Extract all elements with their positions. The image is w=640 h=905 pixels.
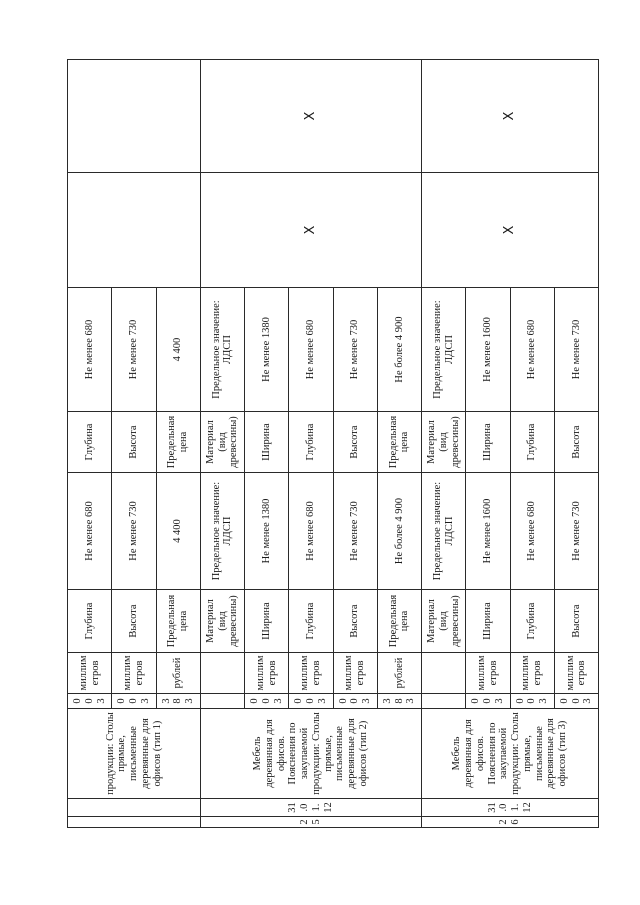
characteristic-cell: Высота <box>112 590 156 653</box>
value-cell: Не менее 680 <box>510 473 554 590</box>
unit-code-cell: 003 <box>68 694 112 709</box>
mark-cell <box>68 173 201 288</box>
value-cell: Не менее 1600 <box>466 473 510 590</box>
unit-code-cell: 003 <box>466 694 510 709</box>
characteristic-cell: Предельная цена <box>377 412 421 473</box>
value-cell: Не менее 730 <box>112 473 156 590</box>
characteristic-cell: Ширина <box>466 590 510 653</box>
unit-code-cell: 003 <box>245 694 289 709</box>
requirements-table <box>67 59 599 828</box>
value-cell: Не менее 680 <box>68 473 112 590</box>
unit-code-cell: 003 <box>510 694 554 709</box>
characteristic-cell: Ширина <box>466 412 510 473</box>
value-cell: Предельное значение: ЛДСП <box>422 473 466 590</box>
row-number-cell: 25 <box>200 817 421 828</box>
unit-name-cell: миллиметров <box>245 653 289 694</box>
characteristic-cell: Высота <box>333 590 377 653</box>
unit-name-cell: миллиметров <box>466 653 510 694</box>
unit-name-cell: миллиметров <box>510 653 554 694</box>
unit-code-cell: 003 <box>333 694 377 709</box>
value-cell: Не менее 680 <box>68 288 112 412</box>
unit-code-cell: 383 <box>377 694 421 709</box>
characteristic-cell: Глубина <box>510 590 554 653</box>
characteristic-cell: Предельная цена <box>156 412 200 473</box>
value-cell: Не менее 730 <box>333 288 377 412</box>
value-cell: Не более 4 900 <box>377 473 421 590</box>
value-cell: Не менее 680 <box>510 288 554 412</box>
value-cell: Не менее 680 <box>289 473 333 590</box>
unit-code-cell: 003 <box>112 694 156 709</box>
unit-name-cell <box>422 653 466 694</box>
value-cell: Не более 4 900 <box>377 288 421 412</box>
unit-name-cell: миллиметров <box>112 653 156 694</box>
characteristic-cell: Глубина <box>289 412 333 473</box>
characteristic-cell: Глубина <box>289 590 333 653</box>
characteristic-cell: Глубина <box>68 590 112 653</box>
value-cell: Не менее 680 <box>289 288 333 412</box>
value-cell: Не менее 730 <box>554 473 598 590</box>
unit-code-cell <box>422 694 466 709</box>
product-name-cell: продукции: Столы прямые, письменные деревянные для офисов (тип 1) <box>68 709 201 799</box>
unit-code-cell: 003 <box>289 694 333 709</box>
unit-name-cell: миллиметров <box>68 653 112 694</box>
characteristic-cell: Глубина <box>510 412 554 473</box>
characteristic-cell: Ширина <box>245 412 289 473</box>
characteristic-cell: Предельная цена <box>377 590 421 653</box>
table-body <box>68 60 599 828</box>
value-cell: Предельное значение: ЛДСП <box>200 473 244 590</box>
table-row <box>422 60 466 828</box>
value-cell: Предельное значение: ЛДСП <box>422 288 466 412</box>
characteristic-cell: Ширина <box>245 590 289 653</box>
value-cell: Предельное значение: ЛДСП <box>200 288 244 412</box>
mark-cell: X <box>422 60 599 173</box>
row-number-cell: 26 <box>422 817 599 828</box>
row-number-cell <box>68 817 201 828</box>
mark-cell <box>68 60 201 173</box>
mark-cell: X <box>200 173 421 288</box>
okpd-code-cell: 31.01.12 <box>200 799 421 817</box>
characteristic-cell: Глубина <box>68 412 112 473</box>
characteristic-cell: Высота <box>333 412 377 473</box>
characteristic-cell: Материал (вид древесины) <box>200 590 244 653</box>
characteristic-cell: Материал (вид древесины) <box>200 412 244 473</box>
okpd-code-cell: 31.01.12 <box>422 799 599 817</box>
okpd-code-cell <box>68 799 201 817</box>
unit-name-cell: миллиметров <box>333 653 377 694</box>
value-cell: Не менее 730 <box>112 288 156 412</box>
characteristic-cell: Высота <box>554 590 598 653</box>
unit-code-cell: 003 <box>554 694 598 709</box>
characteristic-cell: Материал (вид древесины) <box>422 412 466 473</box>
unit-code-cell <box>200 694 244 709</box>
unit-code-cell: 383 <box>156 694 200 709</box>
value-cell: Не менее 1380 <box>245 473 289 590</box>
unit-name-cell <box>200 653 244 694</box>
unit-name-cell: рублей <box>377 653 421 694</box>
value-cell: 4 400 <box>156 473 200 590</box>
mark-cell: X <box>422 173 599 288</box>
characteristic-cell: Материал (вид древесины) <box>422 590 466 653</box>
unit-name-cell: миллиметров <box>554 653 598 694</box>
table-row <box>68 60 112 828</box>
characteristic-cell: Предельная цена <box>156 590 200 653</box>
product-name-cell: Мебель деревянная для офисов. Пояснения по закупаемой продукции: Столы прямые, письменные деревянные для офисов (тип 2) <box>200 709 421 799</box>
unit-name-cell: рублей <box>156 653 200 694</box>
unit-name-cell: миллиметров <box>289 653 333 694</box>
table-row <box>200 60 244 828</box>
value-cell: Не менее 730 <box>554 288 598 412</box>
characteristic-cell: Высота <box>112 412 156 473</box>
product-name-cell: Мебель деревянная для офисов. Пояснения по закупаемой продукции: Столы прямые, письменные деревянные для офисов (тип 3) <box>422 709 599 799</box>
value-cell: 4 400 <box>156 288 200 412</box>
rotated-table-wrapper <box>67 60 599 828</box>
mark-cell: X <box>200 60 421 173</box>
value-cell: Не менее 730 <box>333 473 377 590</box>
value-cell: Не менее 1600 <box>466 288 510 412</box>
characteristic-cell: Высота <box>554 412 598 473</box>
value-cell: Не менее 1380 <box>245 288 289 412</box>
